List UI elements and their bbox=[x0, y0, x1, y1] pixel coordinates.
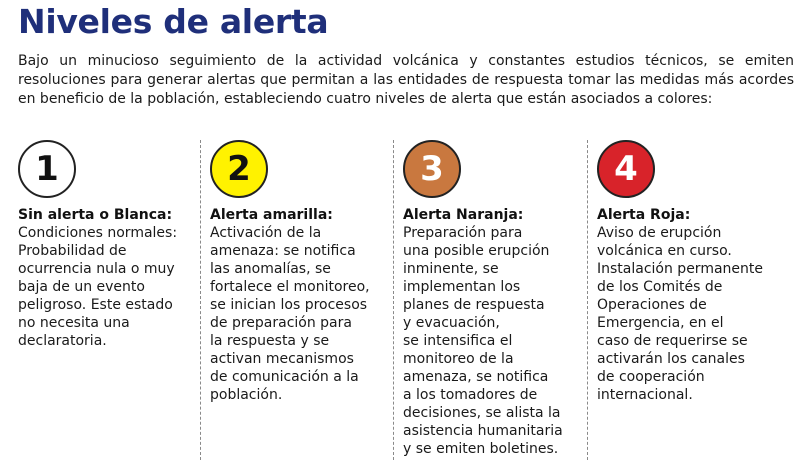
desc-line: Preparación para bbox=[403, 225, 523, 241]
separator bbox=[587, 140, 588, 460]
desc-line: activan mecanismos bbox=[210, 351, 354, 367]
desc-line: de comunicación a la bbox=[210, 369, 359, 385]
intro-paragraph: Bajo un minucioso seguimiento de la actividad volcánica y constantes estudios técnicos, se emiten resoluciones para generar alertas que permitan a las entidades de respuesta tomar las medidas más acordes en beneficio de la población, estableciendo cuatro niveles de alerta que están asociados a colores: bbox=[18, 53, 794, 107]
desc-line: caso de requerirse se bbox=[597, 333, 748, 349]
desc-line: población. bbox=[210, 387, 283, 403]
desc-line: la respuesta y se bbox=[210, 333, 330, 349]
desc-line: y se emiten boletines. bbox=[403, 441, 559, 457]
desc-line: peligroso. Este estado bbox=[18, 297, 173, 313]
separator bbox=[200, 140, 201, 460]
desc-line: amenaza, se notifica bbox=[403, 369, 549, 385]
level-heading: Alerta Naranja: bbox=[403, 207, 524, 223]
desc-line: declaratoria. bbox=[18, 333, 107, 349]
desc-line: ocurrencia nula o muy bbox=[18, 261, 175, 277]
desc-line: las anomalías, se bbox=[210, 261, 331, 277]
alert-level-2 bbox=[210, 140, 392, 404]
alert-level-1 bbox=[18, 140, 198, 350]
desc-line: Operaciones de bbox=[597, 297, 707, 313]
desc-line: Instalación permanente bbox=[597, 261, 763, 277]
desc-line: una posible erupción bbox=[403, 243, 550, 259]
desc-line: planes de respuesta bbox=[403, 297, 545, 313]
desc-line: asistencia humanitaria bbox=[403, 423, 563, 439]
level-circle-4 bbox=[597, 140, 655, 198]
separator bbox=[393, 140, 394, 460]
level-description bbox=[18, 224, 198, 350]
desc-line: activarán los canales bbox=[597, 351, 745, 367]
desc-line: implementan los bbox=[403, 279, 521, 295]
page-title: Niveles de alerta bbox=[18, 2, 329, 41]
desc-line: decisiones, se alista la bbox=[403, 405, 561, 421]
level-description bbox=[597, 224, 797, 404]
desc-line: Aviso de erupción bbox=[597, 225, 722, 241]
desc-line: inminente, se bbox=[403, 261, 499, 277]
level-heading: Alerta amarilla: bbox=[210, 207, 333, 223]
level-heading: Sin alerta o Blanca: bbox=[18, 207, 173, 223]
level-number: 4 bbox=[614, 149, 638, 189]
alert-level-3 bbox=[403, 140, 585, 458]
desc-line: fortalece el monitoreo, bbox=[210, 279, 370, 295]
desc-line: Emergencia, en el bbox=[597, 315, 724, 331]
level-description bbox=[210, 224, 392, 404]
desc-line: baja de un evento bbox=[18, 279, 145, 295]
desc-line: de cooperación bbox=[597, 369, 705, 385]
desc-line: amenaza: se notifica bbox=[210, 243, 356, 259]
level-circle-3 bbox=[403, 140, 461, 198]
desc-line: Probabilidad de bbox=[18, 243, 127, 259]
desc-line: internacional. bbox=[597, 387, 693, 403]
desc-line: a los tomadores de bbox=[403, 387, 538, 403]
level-description bbox=[403, 224, 585, 458]
level-number: 1 bbox=[35, 149, 59, 189]
desc-line: no necesita una bbox=[18, 315, 130, 331]
desc-line: y evacuación, bbox=[403, 315, 500, 331]
desc-line: de los Comités de bbox=[597, 279, 723, 295]
desc-line: se inician los procesos bbox=[210, 297, 368, 313]
desc-line: se intensifica el bbox=[403, 333, 513, 349]
alert-level-4 bbox=[597, 140, 797, 404]
desc-line: Activación de la bbox=[210, 225, 322, 241]
level-number: 3 bbox=[420, 149, 444, 189]
desc-line: monitoreo de la bbox=[403, 351, 514, 367]
desc-line: Condiciones normales: bbox=[18, 225, 178, 241]
level-circle-2 bbox=[210, 140, 268, 198]
level-circle-1 bbox=[18, 140, 76, 198]
desc-line: volcánica en curso. bbox=[597, 243, 732, 259]
desc-line: de preparación para bbox=[210, 315, 352, 331]
level-heading: Alerta Roja: bbox=[597, 207, 691, 223]
level-number: 2 bbox=[227, 149, 251, 189]
